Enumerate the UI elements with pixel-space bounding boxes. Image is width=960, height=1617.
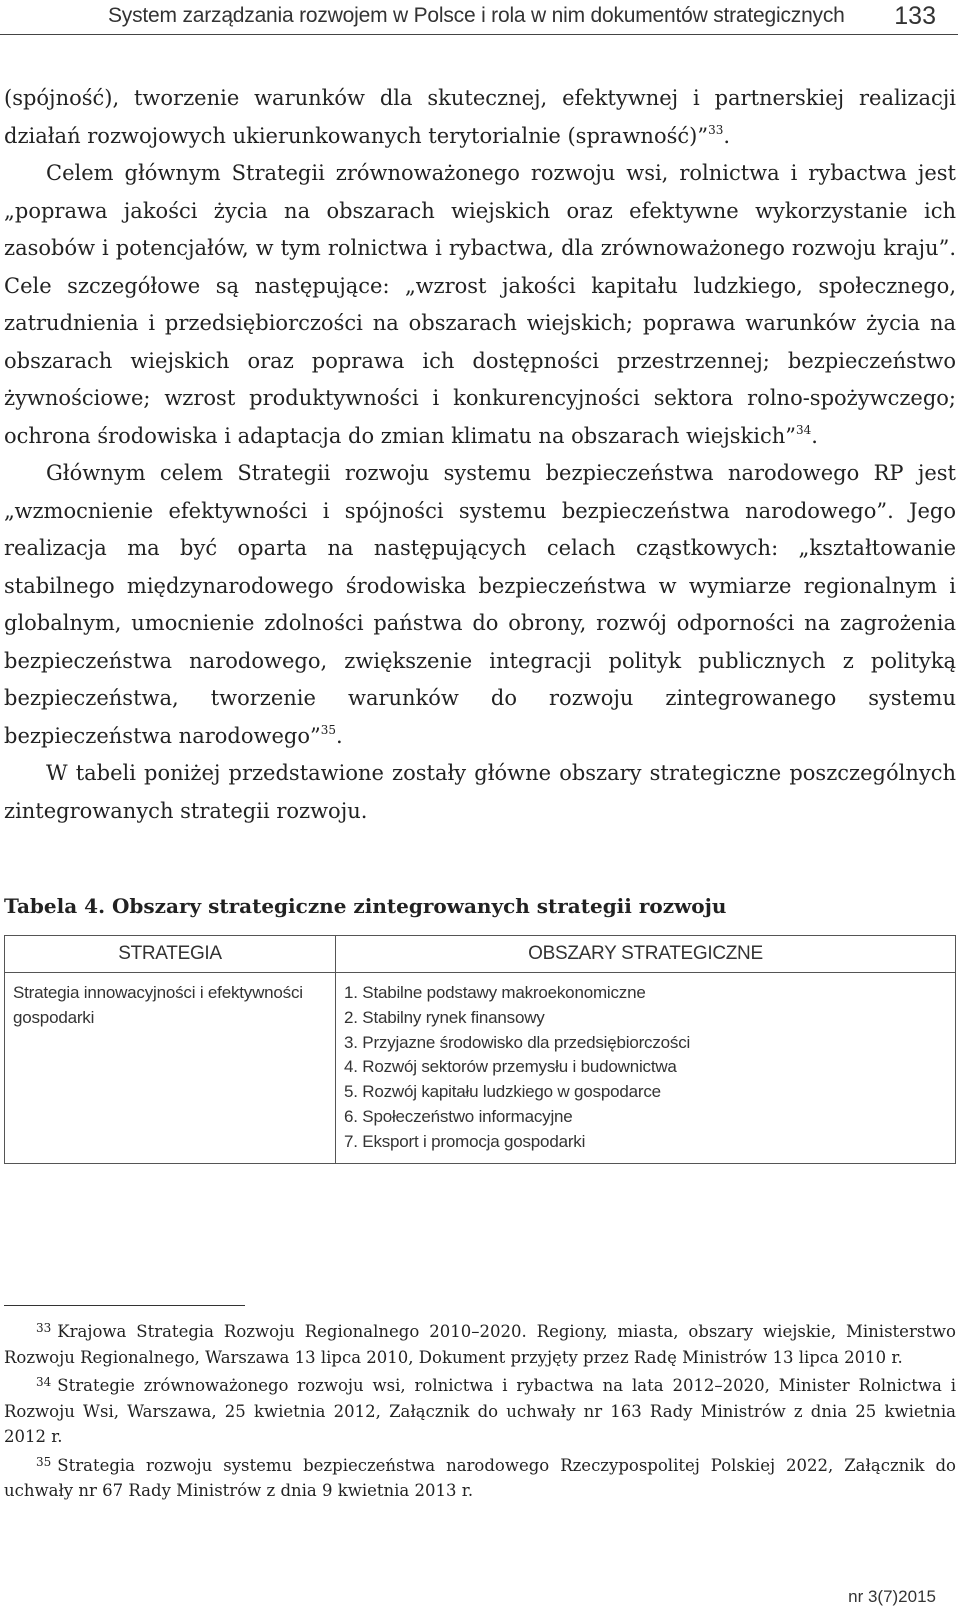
list-item: 1. Stabilne podstawy makroekonomiczne xyxy=(344,983,646,1002)
footnote-ref-35: 35 xyxy=(320,722,337,737)
strategy-cell: Strategia innowacyjności i efektywności gospodarki xyxy=(5,973,336,1164)
footnote-number: 34 xyxy=(36,1375,52,1389)
areas-cell xyxy=(336,973,956,1164)
list-item: 5. Rozwój kapitału ludzkiego w gospodarce xyxy=(344,1082,661,1102)
list-item: 6. Społeczeństwo informacyjne xyxy=(344,1106,573,1126)
footnote-ref-33: 33 xyxy=(708,122,724,137)
list-item: 4. Rozwój sektorów przemysłu i budownictwa xyxy=(344,1057,677,1077)
paragraph-1-end: . xyxy=(723,123,731,148)
list-item: 3. Przyjazne środowisko dla przedsiębiorczości xyxy=(344,1032,691,1052)
paragraph-3 xyxy=(4,455,956,755)
paragraph-4: W tabeli poniżej przedstawione zostały główne obszary strategiczne poszczególnych zintegrowanych strategii rozwoju. xyxy=(4,761,956,823)
paragraph-1-text: (spójność), tworzenie warunków dla skutecznej, efektywnej i partnerskiej realizacji działań rozwojowych ukierunkowanych terytorialnie (sprawność)” xyxy=(4,86,956,148)
table-title: Tabela 4. Obszary strategiczne zintegrowanych strategii rozwoju xyxy=(4,894,727,918)
paragraph-2 xyxy=(4,155,956,455)
footnote-34 xyxy=(4,1370,956,1450)
issue-footer: nr 3(7)2015 xyxy=(848,1587,936,1606)
column-header-areas: OBSZARY STRATEGICZNE xyxy=(336,936,956,973)
running-header xyxy=(0,0,960,36)
body-text xyxy=(4,80,956,830)
footnote-text: Strategie zrównoważonego rozwoju wsi, rolnictwa i rybactwa na lata 2012–2020, Minister Rolnictwa i Rozwoju Wsi, Warszawa, 25 kwietnia 2012, Załącznik do uchwały nr 163 Rady Ministrów z dnia 25 kwietnia 2012 r. xyxy=(4,1376,956,1446)
strategic-areas-list xyxy=(344,981,947,1155)
footnote-text: Krajowa Strategia Rozwoju Regionalnego 2010–2020. Regiony, miasta, obszary wiejskie, Ministerstwo Rozwoju Regionalnego, Warszawa 13 lipca 2010, Dokument przyjęty przez Radę Ministrów 13 lipca 2010 r. xyxy=(4,1322,956,1367)
table-header-row xyxy=(5,936,956,973)
paragraph-3-text: Głównym celem Strategii rozwoju systemu bezpieczeństwa narodowego RP jest „wzmocnienie efektywności i spójności systemu bezpieczeństwa narodowego”. Jego realizacja ma być oparta na następujących celach cząstkowych: „kształtowanie stabilnego międzynarodowego środowiska bezpieczeństwa w wymiarze regionalnym i globalnym, umocnienie zdolności państwa do obrony, rozwój odporności na zagrożenia bezpieczeństwa narodowego, zwiększenie integracji polityk publicznych z polityką bezpieczeństwa, tworzenie warunków do rozwoju zintegrowanego systemu bezpieczeństwa narodowego” xyxy=(4,461,956,748)
footnote-33 xyxy=(4,1316,956,1370)
column-header-strategy: STRATEGIA xyxy=(5,936,336,973)
paragraph-3-end: . xyxy=(336,723,343,748)
list-item: 2. Stabilny rynek finansowy xyxy=(344,1007,545,1027)
paragraph-1 xyxy=(4,80,956,155)
footnote-number: 33 xyxy=(36,1321,52,1335)
footnote-number: 35 xyxy=(36,1454,52,1469)
table-row xyxy=(5,973,956,1164)
footnotes xyxy=(4,1316,956,1504)
paragraph-2-text: Celem głównym Strategii zrównoważonego rozwoju wsi, rolnictwa i rybactwa jest „poprawa jakości życia na obszarach wiejskich oraz efektywne wykorzystanie ich zasobów i potencjałów, w tym rolnictwa i rybactwa, dla zrównoważonego rozwoju kraju”. Cele szczegółowe są następujące: „wzrost jakości kapitału ludzkiego, społecznego, zatrudnienia i przedsiębiorczości na obszarach wiejskich; poprawa warunków życia na obszarach wiejskich oraz poprawa ich dostępności przestrzennej; bezpieczeństwo żywnościowe; wzrost produktywności i konkurencyjności sektora rolno-spożywczego; ochrona środowiska i adaptacja do zmian klimatu na obszarach wiejskich” xyxy=(4,161,956,448)
paragraph-2-end: . xyxy=(811,423,818,448)
list-item: 7. Eksport i promocja gospodarki xyxy=(344,1131,586,1151)
strategy-table xyxy=(4,935,956,1164)
running-header-title: System zarządzania rozwojem w Polsce i rola w nim dokumentów strategicznych xyxy=(108,4,845,27)
footnote-ref-34: 34 xyxy=(795,422,812,437)
footnote-separator xyxy=(4,1305,245,1306)
page-number: 133 xyxy=(894,2,936,30)
footnote-text: Strategia rozwoju systemu bezpieczeństwa narodowego Rzeczypospolitej Polskiej 2022, Załącznik do uchwały nr 67 Rady Ministrów z dnia 9 kwietnia 2013 r. xyxy=(4,1455,956,1500)
header-rule xyxy=(0,34,958,35)
footnote-35 xyxy=(4,1450,956,1504)
